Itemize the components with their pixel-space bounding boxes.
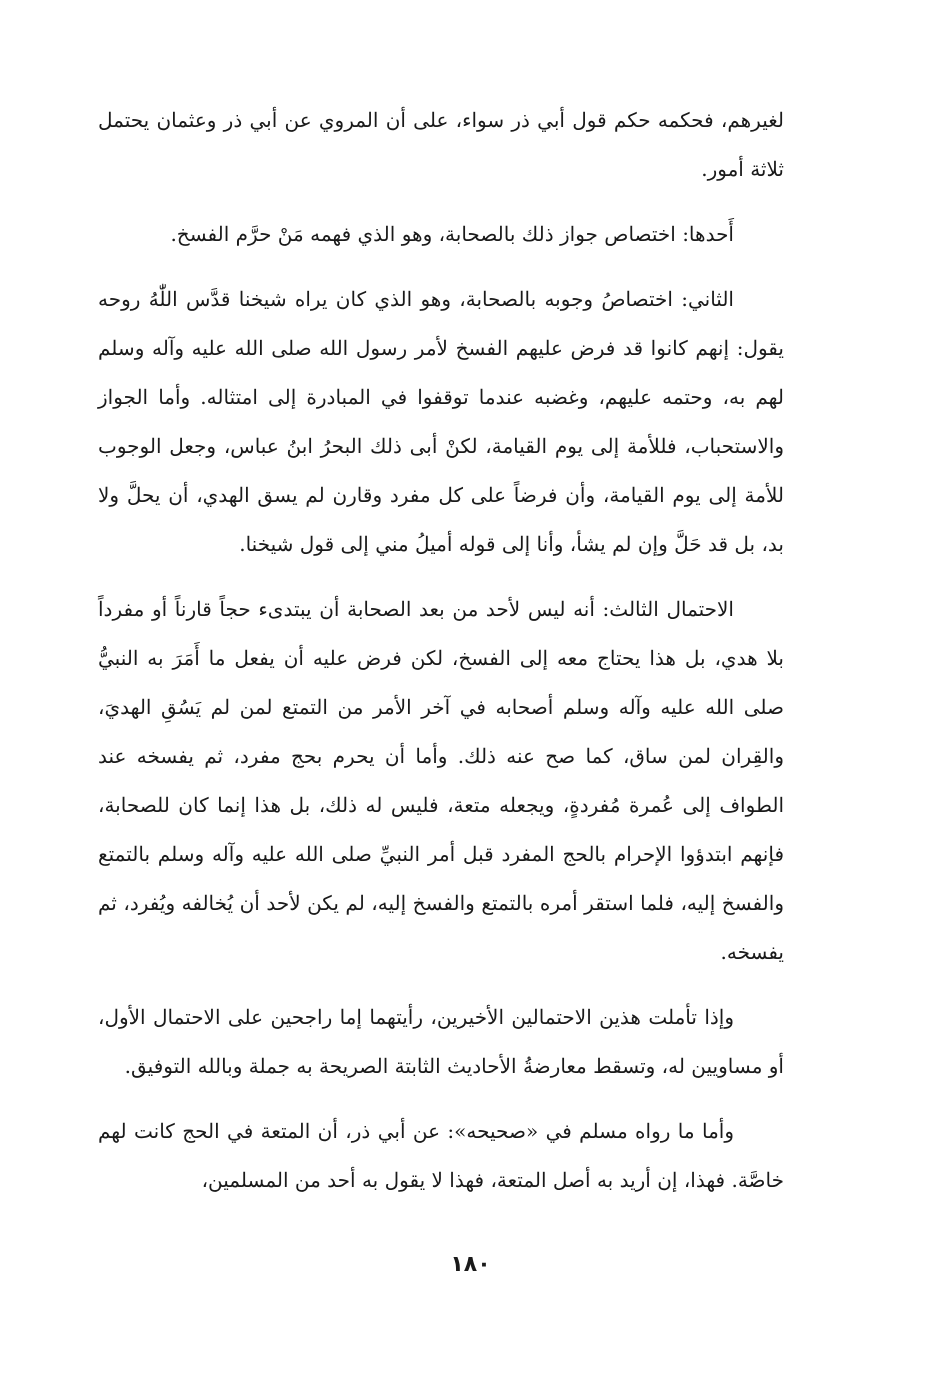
paragraph-gap bbox=[98, 1091, 784, 1107]
paragraph-gap bbox=[98, 259, 784, 275]
page-body bbox=[98, 96, 784, 1205]
paragraph-3: الثاني: اختصاصُ وجوبه بالصحابة، وهو الذي كان يراه شيخنا قدَّس اللّٰهُ روحه يقول: إنهم كانوا قد فرض عليهم الفسخ لأمر رسول الله صلى الله عليه وآله وسلم لهم به، وحتمه عليهم، وغضبه عندما توقفوا في المبادرة إلى امتثاله. وأما الجواز والاستحباب، فللأمة إلى يوم القيامة، لكنْ أبى ذلك البحرُ ابنُ عباس، وجعل الوجوب للأمة إلى يوم القيامة، وأن فرضاً على كل مفرد وقارن لم يسق الهدي، أن يحلَّ ولا بد، بل قد حَلَّ وإن لم يشأ، وأنا إلى قوله أميلُ مني إلى قول شيخنا. bbox=[98, 287, 784, 556]
paragraph-gap bbox=[98, 194, 784, 210]
paragraph-gap bbox=[98, 977, 784, 993]
paragraph-2: أَحدها: اختصاص جواز ذلك بالصحابة، وهو الذي فهمه مَنْ حرَّم الفسخ. bbox=[170, 222, 734, 246]
paragraph-4: الاحتمال الثالث: أنه ليس لأحد من بعد الصحابة أن يبتدىء حجاً قارناً أو مفرداً بلا هدي، بل هذا يحتاج معه إلى الفسخ، لكن فرض عليه أن يفعل ما أَمَرَ به النبيُّ صلى الله عليه وآله وسلم أصحابه في آخر الأمر من التمتع لمن لم يَسُقِ الهديَ، والقِران لمن ساق، كما صح عنه ذلك. وأما أن يحرم بحج مفرد، ثم يفسخه عند الطواف إلى عُمرة مُفردةٍ، ويجعله متعة، فليس له ذلك، بل هذا إنما كان للصحابة، فإنهم ابتدؤوا الإحرام بالحج المفرد قبل أمر النبيِّ صلى الله عليه وآله وسلم بالتمتع والفسخ إليه، فلما استقر أمره بالتمتع والفسخ إليه، لم يكن لأحد أن يُخالفه ويُفرد، ثم يفسخه. bbox=[98, 597, 784, 964]
page-number: ١٨٠ bbox=[450, 1252, 491, 1277]
paragraph-6: وأما ما رواه مسلم في «صحيحه»: عن أبي ذر، أن المتعة في الحج كانت لهم خاصَّة. فهذا، إن أريد به أصل المتعة، فهذا لا يقول به أحد من المسلمين، bbox=[98, 1119, 784, 1192]
paragraph-gap bbox=[98, 569, 784, 585]
paragraph-5: وإذا تأملت هذين الاحتمالين الأخيرين، رأيتهما إما راجحين على الاحتمال الأول، أو مساويين له، وتسقط معارضةُ الأحاديث الثابتة الصريحة به جملة وبالله التوفيق. bbox=[98, 1005, 784, 1078]
paragraph-1: لغيرهم، فحكمه حكم قول أبي ذر سواء، على أن المروي عن أبي ذر وعثمان يحتمل ثلاثة أمور. bbox=[98, 108, 784, 181]
